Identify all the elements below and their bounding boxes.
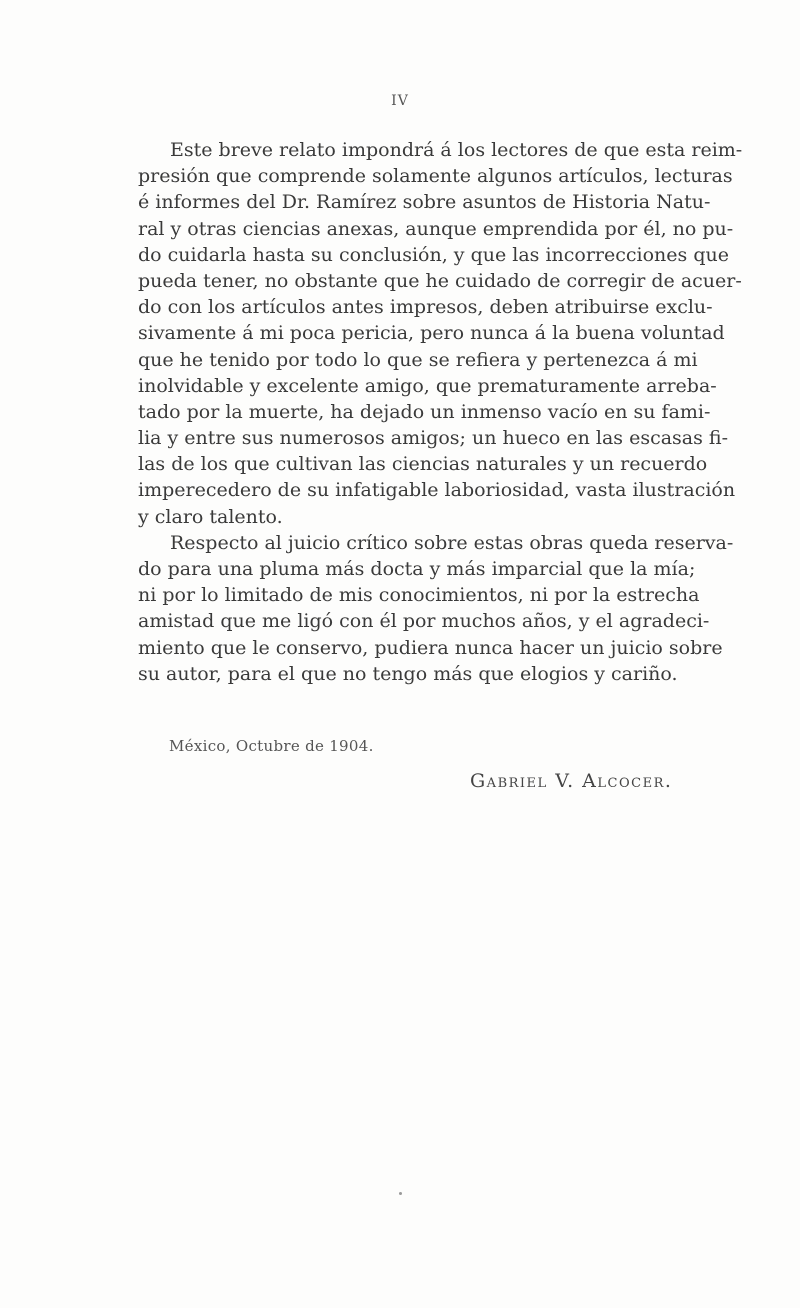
- signature: Gabriel V. Alcocer.: [470, 770, 673, 792]
- text-line: su autor, para el que no tengo más que elogios y cariño.: [138, 662, 678, 685]
- text-line: amistad que me ligó con él por muchos años, y el agradeci-: [138, 610, 710, 633]
- text-line: sivamente á mi poca pericia, pero nunca á la buena voluntad: [138, 322, 725, 345]
- page-number: IV: [391, 93, 409, 109]
- text-line: presión que comprende solamente algunos artículos, lecturas: [138, 165, 733, 188]
- paragraph-1: [138, 137, 743, 530]
- text-line: y claro talento.: [138, 505, 283, 528]
- text-line: lia y entre sus numerosos amigos; un hueco en las escasas fi-: [138, 427, 728, 450]
- text-line: do con los artículos antes impresos, deben atribuirse exclu-: [138, 296, 713, 319]
- text-line: do cuidarla hasta su conclusión, y que las incorrecciones que: [138, 243, 729, 266]
- text-line: ral y otras ciencias anexas, aunque emprendida por él, no pu-: [138, 217, 734, 240]
- text-line: que he tenido por todo lo que se refiera y pertenezca á mi: [138, 348, 698, 371]
- text-line: do para una pluma más docta y más imparcial que la mía;: [138, 558, 696, 580]
- text-line: Respecto al juicio crítico sobre estas obras queda reserva-: [170, 531, 734, 554]
- text-line: las de los que cultivan las ciencias naturales y un recuerdo: [138, 453, 708, 476]
- place-date: México, Octubre de 1904.: [169, 737, 374, 755]
- text-line: é informes del Dr. Ramírez sobre asuntos de Historia Natu-: [138, 191, 711, 214]
- text-line: miento que le conservo, pudiera nunca hacer un juicio sobre: [138, 636, 723, 659]
- text-line: inolvidable y excelente amigo, que prematuramente arreba-: [138, 374, 717, 397]
- body-text: [138, 137, 743, 687]
- paragraph-2: [138, 530, 734, 687]
- paper-speck: [399, 1192, 402, 1195]
- text-line: Este breve relato impondrá á los lectores de que esta reim-: [170, 139, 743, 161]
- text-line: ni por lo limitado de mis conocimientos, ni por la estrecha: [138, 584, 700, 607]
- text-line: imperecedero de su infatigable laboriosidad, vasta ilustración: [138, 479, 736, 502]
- text-line: pueda tener, no obstante que he cuidado de corregir de acuer-: [138, 269, 742, 292]
- text-line: tado por la muerte, ha dejado un inmenso vacío en su fami-: [138, 400, 711, 423]
